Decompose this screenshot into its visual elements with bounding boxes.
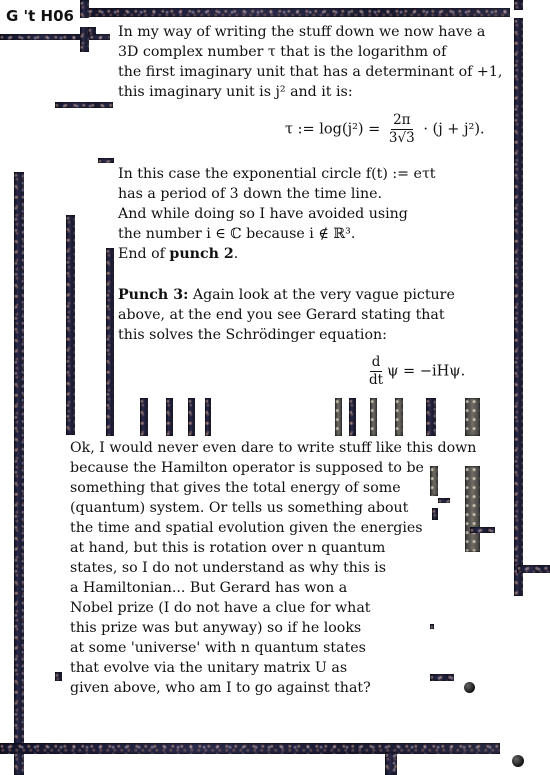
paragraph-line: a Hamiltonian... But Gerard has won a: [70, 580, 348, 596]
intro-line: the first imaginary unit that has a determinant of +1,: [118, 64, 503, 80]
equation-derivative-fraction: [367, 354, 385, 389]
punch-3-paragraph: [118, 285, 455, 345]
paragraph-line: Ok, I would never even dare to write stuff like this down: [70, 440, 477, 456]
decor-bar-top: [80, 8, 510, 17]
decor-bar-right: [514, 18, 523, 596]
equation-derivative-denominator: dt: [369, 372, 384, 388]
page-header: G 't H06: [6, 7, 74, 25]
decor-bar-left-3: [106, 248, 114, 436]
decor-bar-v2: [166, 398, 173, 436]
paragraph-line: the time and spatial evolution given the energies: [70, 520, 423, 536]
paragraph-line: has a period of 3 down the time line.: [118, 186, 382, 202]
paragraph-line: that evolve via the unitary matrix U as: [70, 660, 348, 676]
decor-bar-right-top: [514, 0, 523, 10]
paragraph-line: this solves the Schrödinger equation:: [118, 327, 387, 343]
intro-paragraph: [118, 22, 502, 102]
decor-bar-v7: [370, 398, 377, 436]
decor-bar-lower-left: [55, 672, 62, 681]
paragraph-line: at hand, but this is rotation over n quantum: [70, 540, 386, 556]
intro-line: 3D complex number τ that is the logarithm of: [118, 44, 447, 60]
end-prefix: End of: [118, 246, 165, 262]
paragraph-line: In this case the exponential circle f(t) := eτt: [118, 166, 436, 182]
paragraph-line: the number i ∈ ℂ because i ∉ ℝ³.: [118, 226, 356, 242]
decor-bar-v6: [349, 398, 356, 436]
paragraph-line: Again look at the very vague picture: [192, 287, 455, 303]
decor-bar-v1: [140, 398, 148, 436]
paragraph-line: given above, who am I to go against that?: [70, 680, 371, 696]
decor-bar-left-long: [14, 172, 24, 752]
equation-schrodinger-rhs: ψ = −iHψ.: [387, 363, 466, 380]
decor-bar-bottom-left: [14, 752, 24, 775]
end-of-punch-line: [118, 244, 436, 264]
paragraph-line: Nobel prize (I do not have a clue for what: [70, 600, 371, 616]
equation-tau-denominator: 3√3: [388, 130, 415, 146]
paragraph-line: And while doing so I have avoided using: [118, 206, 408, 222]
decor-bar-mid-stub: [55, 102, 113, 108]
paragraph-line: states, so I do not understand as why this is: [70, 560, 387, 576]
paragraph-line: this prize was but anyway) so if he looks: [70, 620, 362, 636]
equation-schrodinger: [365, 354, 465, 389]
paragraph-line: something that gives the total energy of some: [70, 480, 401, 496]
decor-bar-v3: [188, 398, 195, 436]
equation-derivative-numerator: d: [371, 354, 381, 370]
intro-line: this imaginary unit is j² and it is:: [118, 84, 353, 100]
decor-bar-v5: [335, 398, 342, 436]
equation-tau-lhs: τ := log(j²) =: [285, 121, 381, 138]
equation-tau-rhs: · (j + j²).: [423, 121, 485, 138]
hamiltonian-paragraph: [70, 438, 476, 698]
equation-tau-fraction: [387, 112, 417, 147]
exponential-paragraph: [118, 164, 436, 264]
decor-bar-right-bottom-h: [517, 565, 550, 573]
paragraph-line: at some 'universe' with n quantum states: [70, 640, 366, 656]
punch-3-label: Punch 3:: [118, 287, 189, 303]
decor-dot-2: [512, 755, 524, 767]
punch-2-label: punch 2: [169, 246, 234, 262]
paragraph-line: because the Hamilton operator is supposed to be: [70, 460, 424, 476]
decor-bar-v10: [465, 398, 480, 436]
decor-bar-small-stub: [98, 158, 114, 163]
decor-bar-v8: [395, 398, 403, 436]
decor-bar-v9: [426, 398, 436, 436]
paragraph-line: above, at the end you see Gerard stating that: [118, 307, 445, 323]
decor-bar-v4: [205, 398, 211, 436]
decor-bar-left-2: [66, 215, 75, 435]
decor-bar-corner-small: [88, 27, 96, 35]
equation-tau: [285, 112, 485, 147]
punch-3-first-line: [118, 285, 455, 305]
paragraph-line: (quantum) system. Or tells us something about: [70, 500, 409, 516]
end-suffix: .: [233, 246, 239, 262]
decor-bar-bottom: [0, 743, 500, 754]
intro-line: In my way of writing the stuff down we now have a: [118, 24, 486, 40]
decor-bar-bottom-stub: [385, 752, 397, 775]
equation-tau-numerator: 2π: [393, 112, 411, 128]
